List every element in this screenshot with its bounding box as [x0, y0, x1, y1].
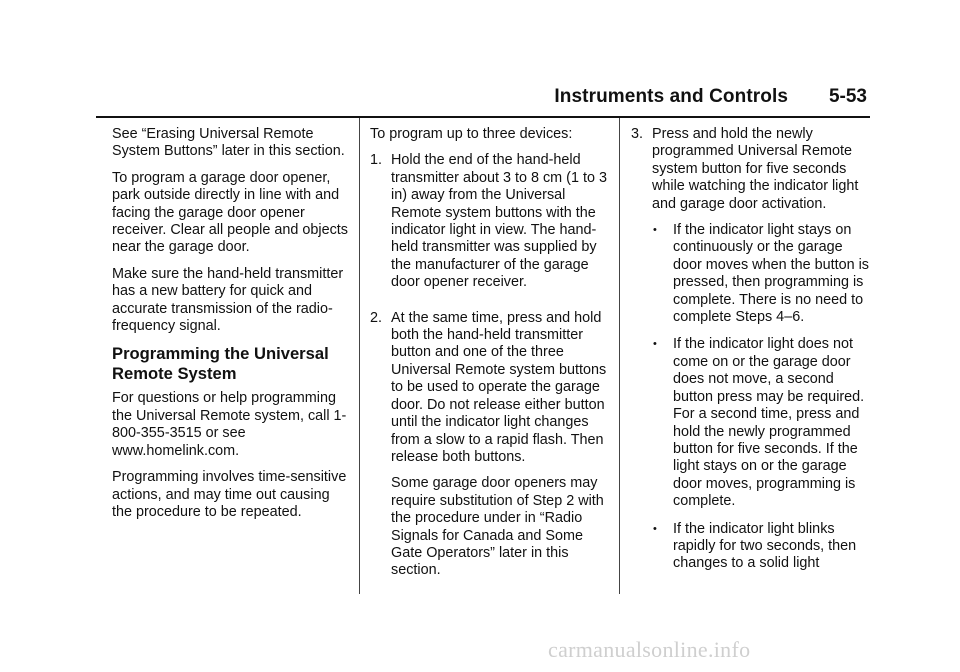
bullet-text: If the indicator light stays on continuously or the garage door moves when the button is pressed, then programming is complete. There is no need to complete Steps 4–6. — [673, 222, 869, 326]
paragraph-battery-note: Make sure the hand-held transmitter has a new battery for quick and accurate transmission of the radio-frequency signal. — [112, 265, 344, 335]
step-text: At the same time, press and hold both the hand-held transmitter button and one of the three Universal Remote system buttons to be used to operate the garage door. Do not release either button until the indicator light changes from a slow to a rapid flash. Then release both buttons. — [391, 309, 607, 465]
bullet-icon: • — [653, 522, 657, 535]
column-left — [112, 126, 350, 530]
header-rule — [96, 116, 870, 118]
bullet-item — [652, 222, 869, 326]
column-divider-2 — [619, 118, 620, 594]
paragraph-park-instructions: To program a garage door opener, park outside directly in line with and facing the garage door opener receiver. Clear all people and objects near the garage door. — [112, 169, 348, 256]
paragraph-erasing-reference: See “Erasing Universal Remote System Buttons” later in this section. — [112, 126, 345, 160]
page-title: Instruments and Controls — [554, 86, 788, 107]
bullet-item — [652, 521, 869, 573]
column-right — [631, 126, 869, 592]
bullet-text: If the indicator light does not come on or the garage door does not move, a second button press may be required. For a second time, press and hold the newly programmed button for five seconds. If the light stays on or the garage door moves, programming is complete. — [673, 336, 865, 510]
step-number: 2. — [370, 309, 383, 326]
step-1 — [370, 152, 608, 300]
section-heading: Programming the Universal Remote System — [112, 344, 329, 384]
page-number: 5-53 — [828, 86, 867, 107]
step-number: 3. — [631, 126, 644, 142]
column-middle — [370, 126, 608, 598]
step-number: 1. — [370, 152, 383, 169]
bullet-icon: • — [653, 224, 657, 237]
paragraph-help-contact: For questions or help programming the Universal Remote system, call 1-800-355-3515 or see www.homelink.com. — [112, 390, 347, 459]
watermark: carmanualsonline.info — [548, 637, 751, 662]
page-header — [96, 86, 870, 116]
step-note: Some garage door openers may require substitution of Step 2 with the procedure under in “Radio Signals for Canada and Some Gate Operators” later in this section. — [391, 475, 604, 579]
step-3 — [631, 126, 869, 583]
step-text: Hold the end of the hand-held transmitter about 3 to 8 cm (1 to 3 in) away from the Universal Remote system buttons with the indicator light in view. The hand-held transmitter was supplied by the manufacturer of the garage door opener receiver. — [391, 152, 607, 291]
bullet-icon: • — [653, 338, 657, 351]
steps-intro: To program up to three devices: — [370, 126, 573, 142]
column-divider-1 — [359, 118, 360, 594]
paragraph-timeout-note: Programming involves time-sensitive actions, and may time out causing the procedure to be repeated. — [112, 469, 347, 520]
step-text: Press and hold the newly programmed Universal Remote system button for five seconds while watching the indicator light and garage door activation. — [652, 126, 859, 212]
bullet-item — [652, 336, 869, 510]
step-2 — [370, 310, 608, 589]
bullet-text: If the indicator light blinks rapidly for two seconds, then changes to a solid light — [673, 520, 857, 572]
